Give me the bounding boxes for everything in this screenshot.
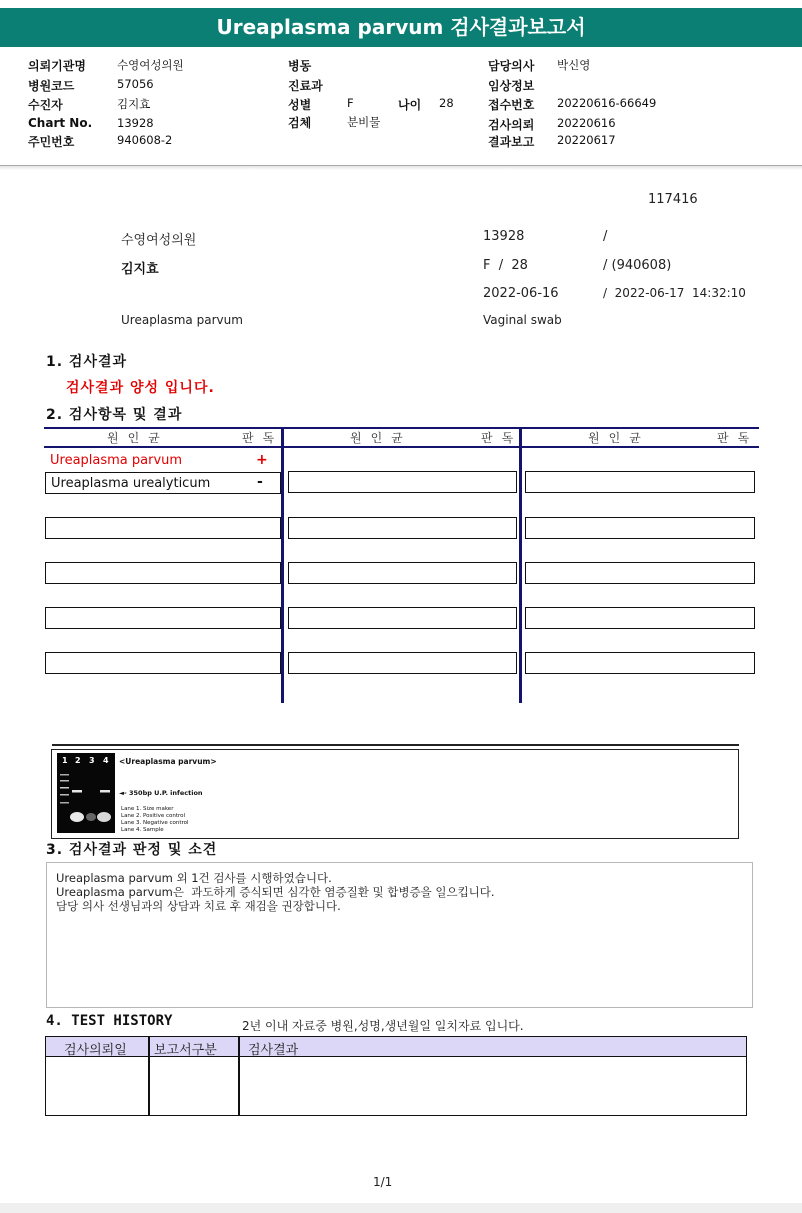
primer-band	[86, 813, 96, 821]
receipt-no-label: 접수번호	[488, 98, 535, 112]
lane-legend-2: Lane 2. Positive control	[121, 813, 186, 819]
page-number: 1/1	[373, 1175, 393, 1189]
summary-report-datetime: / 2022-06-17 14:32:10	[603, 286, 746, 300]
lane-legend-4: Lane 4. Sample	[121, 827, 164, 833]
comment-line-3: 담당 의사 선생님과의 상담과 치료 후 재검을 권장합니다.	[56, 899, 341, 913]
gel-figure-frame	[51, 749, 739, 839]
sex-label: 성별	[288, 98, 312, 112]
section4-title: 4. TEST HISTORY	[46, 1013, 173, 1029]
history-col-divider-2	[238, 1037, 240, 1115]
primer-band	[97, 812, 111, 822]
institution-label: 의뢰기관명	[28, 59, 86, 73]
result-cell-c3-r2	[525, 471, 755, 493]
report-id: 117416	[648, 192, 698, 207]
result-positive-text: 검사결과 양성 입니다.	[66, 380, 215, 396]
section1-title: 1. 검사결과	[46, 354, 128, 370]
result-cell-c1-r5	[45, 607, 281, 629]
result-cell-c3-r5	[525, 607, 755, 629]
specimen-label: 검체	[288, 116, 312, 130]
comment-line-2: Ureaplasma parvum은 과도하게 증식되면 심각한 염증질환 및 합병증을 일으킵니다.	[56, 885, 495, 899]
ladder-band	[60, 787, 69, 789]
footer-strip	[0, 1203, 802, 1213]
grid-divider-2	[519, 428, 522, 703]
result-cell-c3-r3	[525, 517, 755, 539]
grid-divider-1	[281, 428, 284, 703]
gel-figure	[52, 750, 737, 837]
hospital-code-value: 57056	[117, 77, 154, 91]
lane-legend-1: Lane 1. Size maker	[121, 806, 174, 812]
result-organism-1: Ureaplasma parvum	[50, 453, 183, 468]
ladder-band	[60, 802, 69, 804]
lane-number-1: 1	[62, 756, 68, 765]
doctor-label: 담당의사	[488, 59, 535, 73]
ladder-band	[60, 794, 69, 796]
patient-label: 수진자	[28, 98, 63, 112]
result-cell-c2-r5	[288, 607, 517, 629]
history-note: 2년 이내 자료중 병원,성명,생년월일 일치자료 입니다.	[242, 1019, 524, 1033]
summary-request-date: 2022-06-16	[483, 286, 559, 301]
ladder-band	[60, 774, 69, 776]
summary-test-name: Ureaplasma parvum	[121, 313, 243, 327]
lane-legend-3: Lane 3. Negative control	[121, 820, 189, 826]
chart-no-label: Chart No.	[28, 116, 93, 130]
ward-label: 병동	[288, 59, 312, 73]
comment-line-1: Ureaplasma parvum 외 1건 검사를 시행하였습니다.	[56, 871, 332, 885]
summary-slash: /	[603, 229, 608, 244]
clinical-info-label: 임상정보	[488, 79, 535, 93]
result-cell-c3-r4	[525, 562, 755, 584]
col1-judgment-header: 판독	[242, 431, 284, 445]
resident-no-label: 주민번호	[28, 135, 75, 149]
grid-header-line	[44, 446, 759, 448]
gel-top-rule	[52, 744, 739, 746]
history-header-row	[46, 1037, 746, 1057]
history-table	[45, 1036, 747, 1116]
col2-judgment-header: 판독	[481, 431, 523, 445]
gel-title: <Ureaplasma parvum>	[119, 757, 217, 766]
hospital-code-label: 병원코드	[28, 79, 75, 93]
result-cell-c1-r6	[45, 652, 281, 674]
summary-patient: 김지효	[121, 262, 159, 277]
comment-box	[46, 862, 753, 1008]
request-date-value: 20220616	[557, 116, 616, 130]
result-cell-c2-r4	[288, 562, 517, 584]
report-date-label: 결과보고	[488, 135, 535, 149]
report-date-value: 20220617	[557, 133, 616, 147]
col3-organism-header: 원인균	[588, 431, 650, 445]
primer-band	[70, 812, 84, 822]
sample-band	[100, 790, 110, 793]
request-date-label: 검사의뢰	[488, 118, 535, 132]
ladder-band	[60, 780, 69, 782]
age-value: 28	[439, 96, 454, 110]
result-cell-c2-r2	[288, 471, 517, 493]
summary-institution: 수영여성의원	[121, 233, 197, 248]
lane-number-2: 2	[75, 756, 81, 765]
col3-judgment-header: 판독	[717, 431, 759, 445]
positive-control-band	[72, 790, 82, 793]
lane-number-3: 3	[89, 756, 95, 765]
section3-title: 3. 검사결과 판정 및 소견	[46, 842, 218, 858]
header-shadow	[0, 166, 802, 170]
result-organism-2: Ureaplasma urealyticum	[51, 476, 211, 491]
result-cell-c2-r3	[288, 517, 517, 539]
doctor-value: 박신영	[557, 58, 591, 72]
department-label: 진료과	[288, 79, 323, 93]
lane-number-4: 4	[103, 756, 109, 765]
chart-no-value: 13928	[117, 116, 154, 130]
band-label: 350bp U.P. infection	[129, 789, 203, 797]
history-col-request-date: 검사의뢰일	[64, 1043, 127, 1058]
history-col-divider-1	[148, 1037, 150, 1115]
summary-chart-no: 13928	[483, 229, 525, 244]
summary-specimen: Vaginal swab	[483, 313, 562, 327]
result-mark-2: -	[257, 474, 263, 490]
band-arrow-icon: ◄-	[119, 789, 127, 797]
summary-sex-age: F / 28	[483, 258, 528, 273]
sex-value: F	[347, 96, 354, 110]
history-col-report-type: 보고서구분	[154, 1043, 217, 1058]
patient-value: 김지효	[117, 97, 151, 111]
header-info-panel	[0, 50, 802, 165]
summary-birth: / (940608)	[603, 258, 672, 273]
result-cell-c1-r3	[45, 517, 281, 539]
result-cell-c2-r6	[288, 652, 517, 674]
age-label: 나이	[398, 98, 422, 112]
result-mark-1: +	[256, 452, 268, 468]
result-cell-c3-r6	[525, 652, 755, 674]
specimen-value: 분비물	[347, 115, 381, 129]
history-col-result: 검사결과	[248, 1043, 299, 1058]
col2-organism-header: 원인균	[350, 431, 412, 445]
col1-organism-header: 원인균	[107, 431, 169, 445]
institution-value: 수영여성의원	[117, 58, 184, 72]
result-cell-c1-r4	[45, 562, 281, 584]
resident-no-value: 940608-2	[117, 133, 173, 147]
receipt-no-value: 20220616-66649	[557, 96, 657, 110]
report-title: Ureaplasma parvum 검사결과보고서	[0, 8, 802, 47]
section2-title: 2. 검사항목 및 결과	[46, 407, 183, 423]
